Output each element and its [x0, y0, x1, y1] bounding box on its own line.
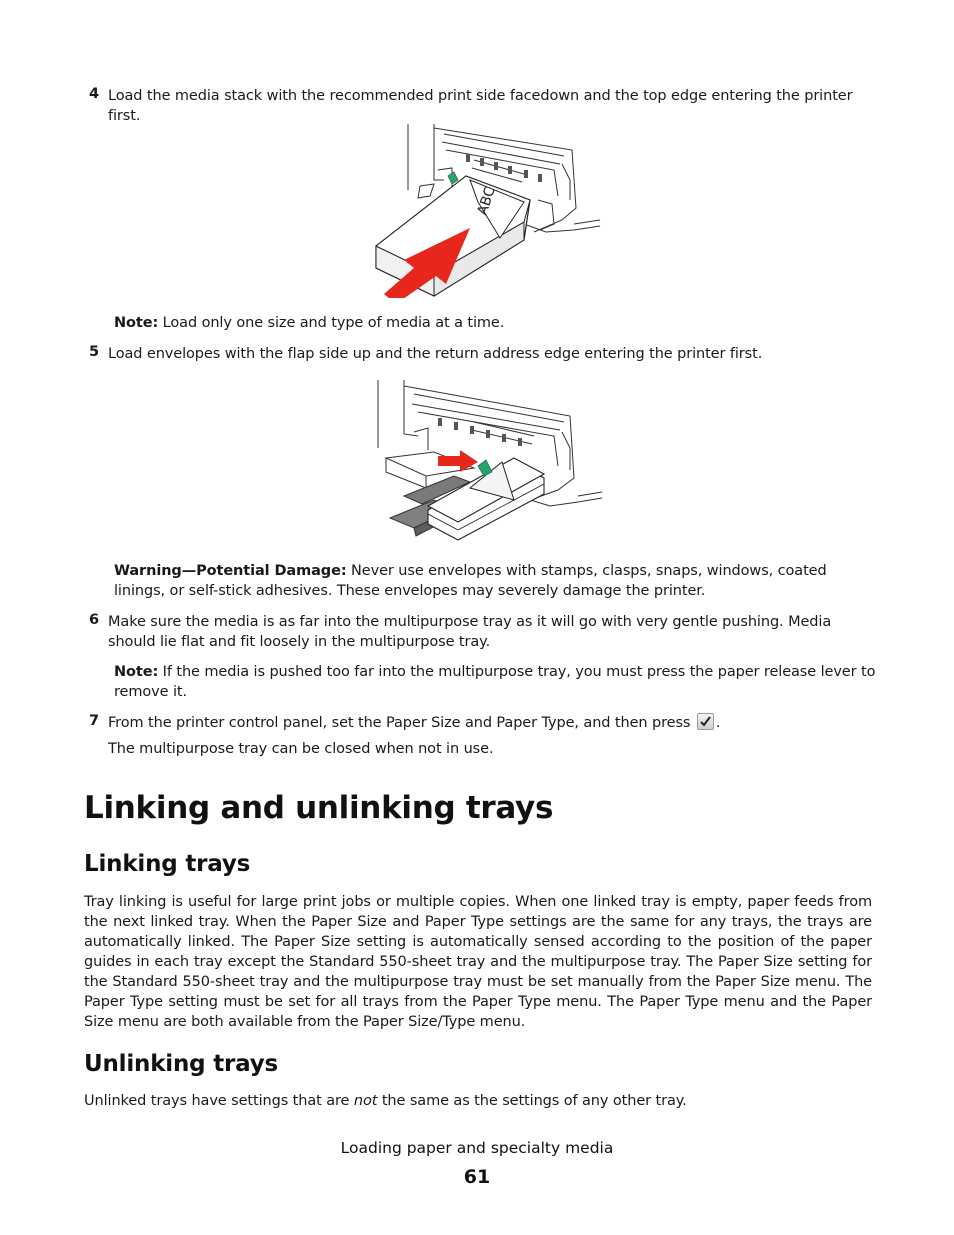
printer-tray-illustration	[374, 120, 602, 298]
figure-load-media-stack	[374, 120, 602, 298]
unlinking-text-after: the same as the settings of any other tray.	[377, 1093, 687, 1109]
step-number-7: 7	[89, 713, 100, 729]
warning-label: Warning—Potential Damage:	[114, 563, 347, 579]
printer-envelope-illustration	[374, 378, 604, 546]
step-number-5: 5	[89, 344, 100, 360]
step-7-text	[108, 713, 888, 733]
figure-load-envelopes	[374, 378, 604, 546]
warning-text: Never use envelopes with stamps, clasps, snaps, windows, coated linings, or self-stick adhesives. These envelopes may severely damage the printer.	[114, 563, 827, 599]
unlinking-trays-heading: Unlinking trays	[84, 1051, 279, 1077]
step-5-text: Load envelopes with the flap side up and the return address edge entering the printer first.	[108, 346, 763, 362]
unlinking-emphasis: not	[353, 1093, 378, 1109]
note-label: Note:	[114, 664, 159, 680]
linking-trays-heading: Linking trays	[84, 851, 251, 877]
step-6-text: Make sure the media is as far into the multipurpose tray as it will go with very gentle pushing. Media should lie flat and fit loosely in the multipurpose tray.	[108, 614, 832, 650]
page-number: 61	[463, 1166, 491, 1188]
step-7-text-after: .	[715, 715, 721, 731]
step-7-followup: The multipurpose tray can be closed when not in use.	[108, 741, 494, 757]
warning-potential-damage	[114, 561, 874, 601]
unlinking-trays-paragraph	[84, 1091, 872, 1111]
step-7-text-before: From the printer control panel, set the Paper Size and Paper Type, and then press	[108, 715, 695, 731]
note-one-size-type	[114, 313, 874, 333]
step-4-text: Load the media stack with the recommended print side facedown and the top edge entering the printer first.	[108, 88, 853, 124]
note-text: Load only one size and type of media at a time.	[158, 315, 505, 331]
unlinking-text-before: Unlinked trays have settings that are	[84, 1093, 354, 1109]
note-text: If the media is pushed too far into the multipurpose tray, you must press the paper release lever to remove it.	[114, 664, 876, 700]
checkmark-icon	[697, 713, 714, 730]
note-paper-release-lever	[114, 662, 878, 702]
section-title: Linking and unlinking trays	[84, 790, 554, 826]
paper-print-side-label: ABC	[474, 184, 499, 218]
step-number-4: 4	[89, 86, 100, 102]
linking-trays-paragraph: Tray linking is useful for large print jobs or multiple copies. When one linked tray is empty, paper feeds from the next linked tray. When the Paper Size and Paper Type settings are the same for any trays, the trays are automatically linked. The Paper Size setting is automatically sensed according to the position of the paper guides in each tray except the Standard 550‑sheet tray and the multipurpose tray. The Paper Size setting for the Standard 550‑sheet tray and the multipurpose tray must be set manually from the Paper Size menu. The Paper Type setting must be set for all trays from the Paper Type menu. The Paper Type menu and the Paper Size menu are both available from the Paper Size/Type menu.	[84, 894, 872, 1030]
note-label: Note:	[114, 315, 159, 331]
step-number-6: 6	[89, 612, 100, 628]
footer-chapter-title: Loading paper and specialty media	[340, 1139, 614, 1157]
